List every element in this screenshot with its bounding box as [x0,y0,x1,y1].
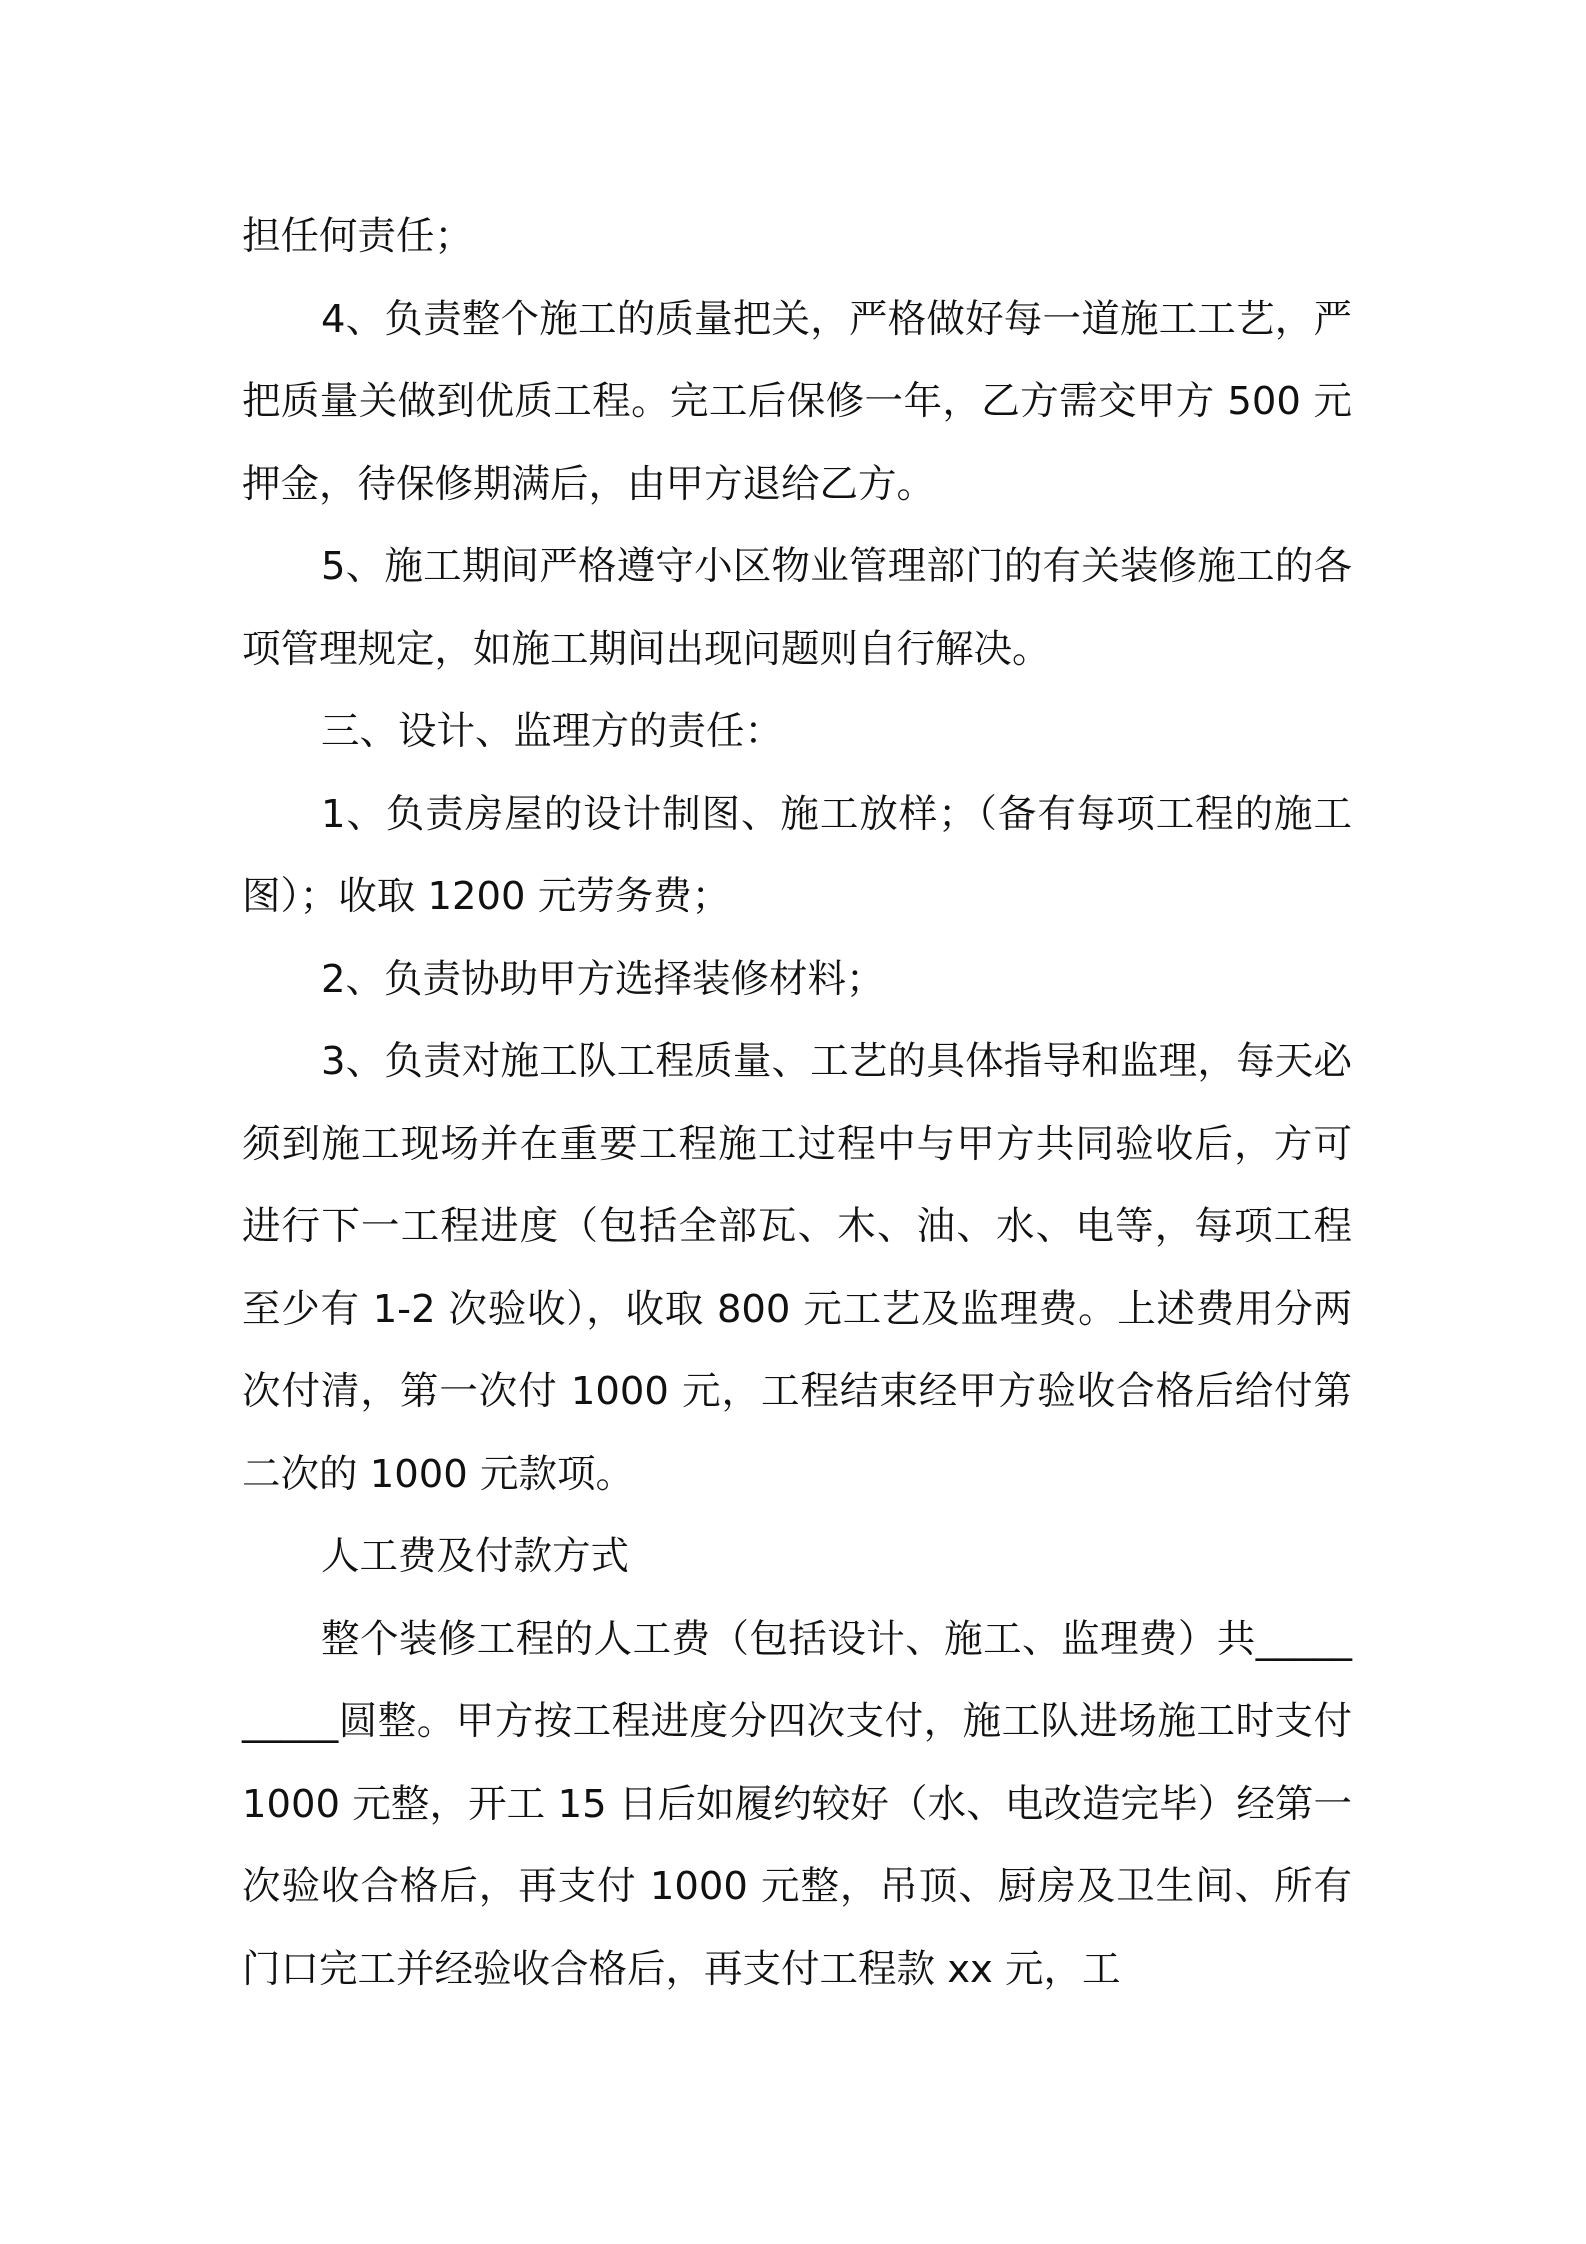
paragraph-design-item-1: 1、负责房屋的设计制图、施工放样；（备有每项工程的施工图）；收取 1200 元劳务费； [242,791,1352,919]
payment-text-before-blank: 整个装修工程的人工费（包括设计、施工、监理费）共 [321,1616,1256,1662]
paragraph-design-item-2: 2、负责协助甲方选择装修材料； [321,956,885,1002]
paragraph-payment-terms [242,1599,1352,2012]
paragraph-continuation: 担任何责任； [242,214,474,259]
paragraph-item-5: 5、施工期间严格遵守小区物业管理部门的有关装修施工的各项管理规定，如施工期间出现问题则自行解决。 [242,544,1352,672]
paragraph-item-4: 4、负责整个施工的质量把关，严格做好每一道施工工艺，严把质量关做到优质工程。完工后保修一年，乙方需交甲方 500 元押金，待保修期满后，由甲方退给乙方。 [242,296,1352,507]
payment-text-after-blank: 圆整。甲方按工程进度分四次支付，施工队进场施工时支付 1000 元整，开工 15 日后如履约较好（水、电改造完毕）经第一次验收合格后，再支付 1000 元整，吊顶、厨房及卫生间、所有门口完工并经验收合格后，再支付工程款 xx 元，工 [242,1699,1352,1992]
section-heading-design-supervision: 三、设计、监理方的责任： [321,709,784,754]
document-body [242,196,1352,2011]
section-heading-labor-payment: 人工费及付款方式 [321,1534,630,1579]
payment-amount-blank: __________ [242,1616,1352,1744]
paragraph-design-item-3: 3、负责对施工队工程质量、工艺的具体指导和监理，每天必须到施工现场并在重要工程施工过程中与甲方共同验收后，方可进行下一工程进度（包括全部瓦、木、油、水、电等，每项工程至少有 1-2 次验收），收取 800 元工艺及监理费。上述费用分两次付清，第一次付 1000 元，工程结束经甲方验收合格后给付第二次的 1000 元款项。 [242,1039,1352,1497]
